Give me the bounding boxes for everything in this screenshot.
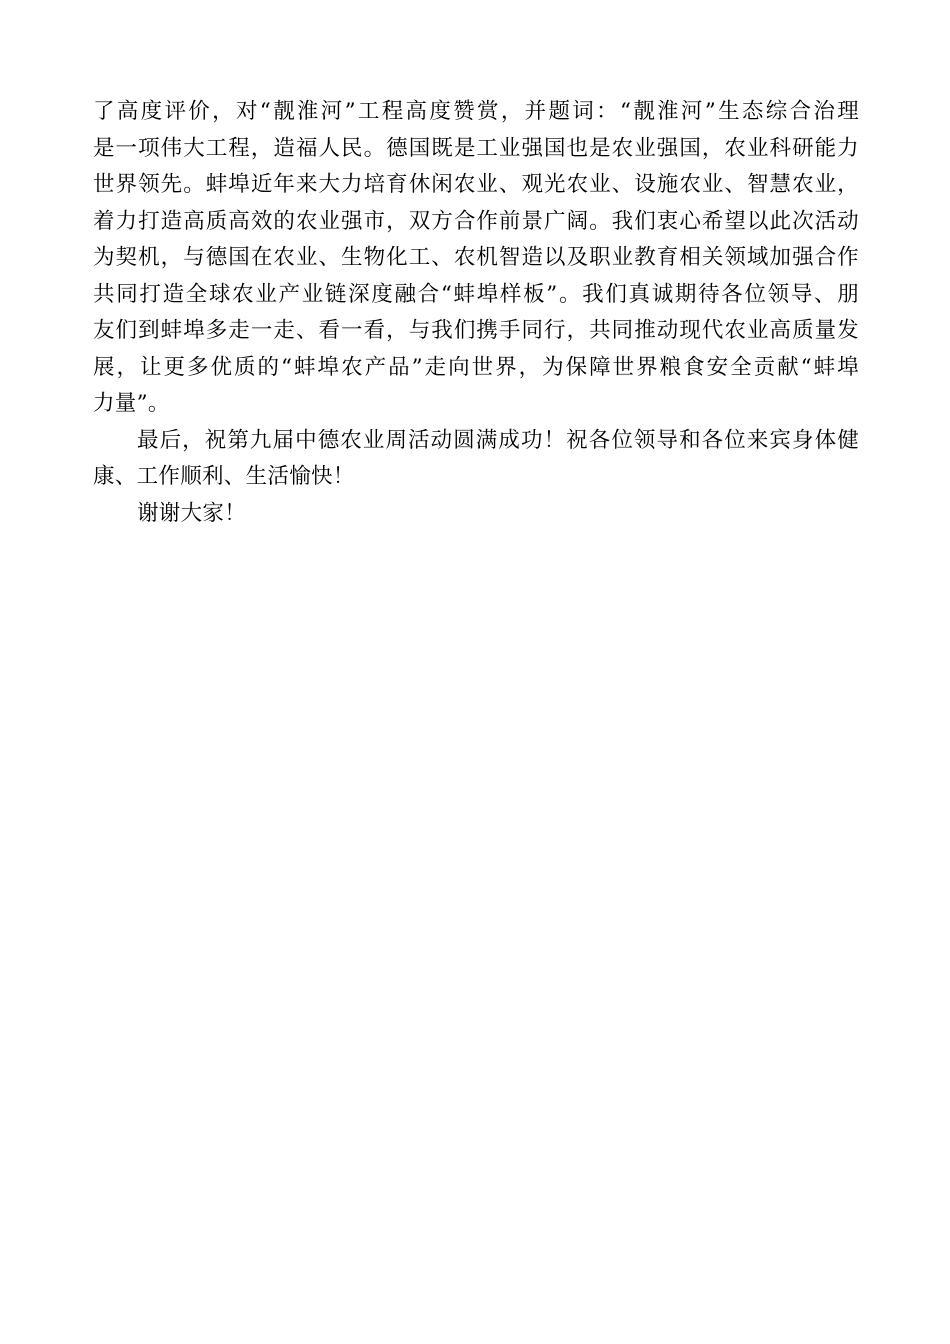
text-line: 是一项伟大工程，造福人民。德国既是工业强国也是农业强国，农业科研能力 bbox=[93, 135, 859, 161]
text-line: 为契机，与德国在农业、生物化工、农机智造以及职业教育相关领域加强合作 bbox=[93, 245, 859, 270]
paragraph-2 bbox=[93, 423, 859, 496]
text-line: 力量”。 bbox=[93, 391, 170, 416]
text-line: 着力打造高质高效的农业强市，双方合作前景广阔。我们衷心希望以此次活动 bbox=[93, 208, 859, 234]
text-line: 康、工作顺利、生活愉快！ bbox=[93, 464, 355, 489]
text-line: 共同打造全球农业产业链深度融合“蚌埠样板”。我们真诚期待各位领导、朋 bbox=[93, 281, 859, 307]
closing-paragraph bbox=[93, 496, 859, 533]
text-line: 了高度评价，对“靓淮河”工程高度赞赏，并题词：“靓淮河”生态综合治理 bbox=[93, 99, 859, 124]
text-line: 最后，祝第九届中德农业周活动圆满成功！祝各位领导和各位来宾身体健 bbox=[137, 427, 859, 453]
document-body bbox=[93, 94, 859, 532]
text-line: 展，让更多优质的“蚌埠农产品”走向世界，为保障世界粮食安全贡献“蚌埠 bbox=[93, 354, 859, 380]
closing-line: 谢谢大家！ bbox=[137, 500, 247, 526]
text-line: 世界领先。蚌埠近年来大力培育休闲农业、观光农业、设施农业、智慧农业， bbox=[93, 172, 859, 197]
text-line: 友们到蚌埠多走一走、看一看，与我们携手同行，共同推动现代农业高质量发 bbox=[93, 318, 859, 343]
paragraph-1 bbox=[93, 94, 859, 423]
